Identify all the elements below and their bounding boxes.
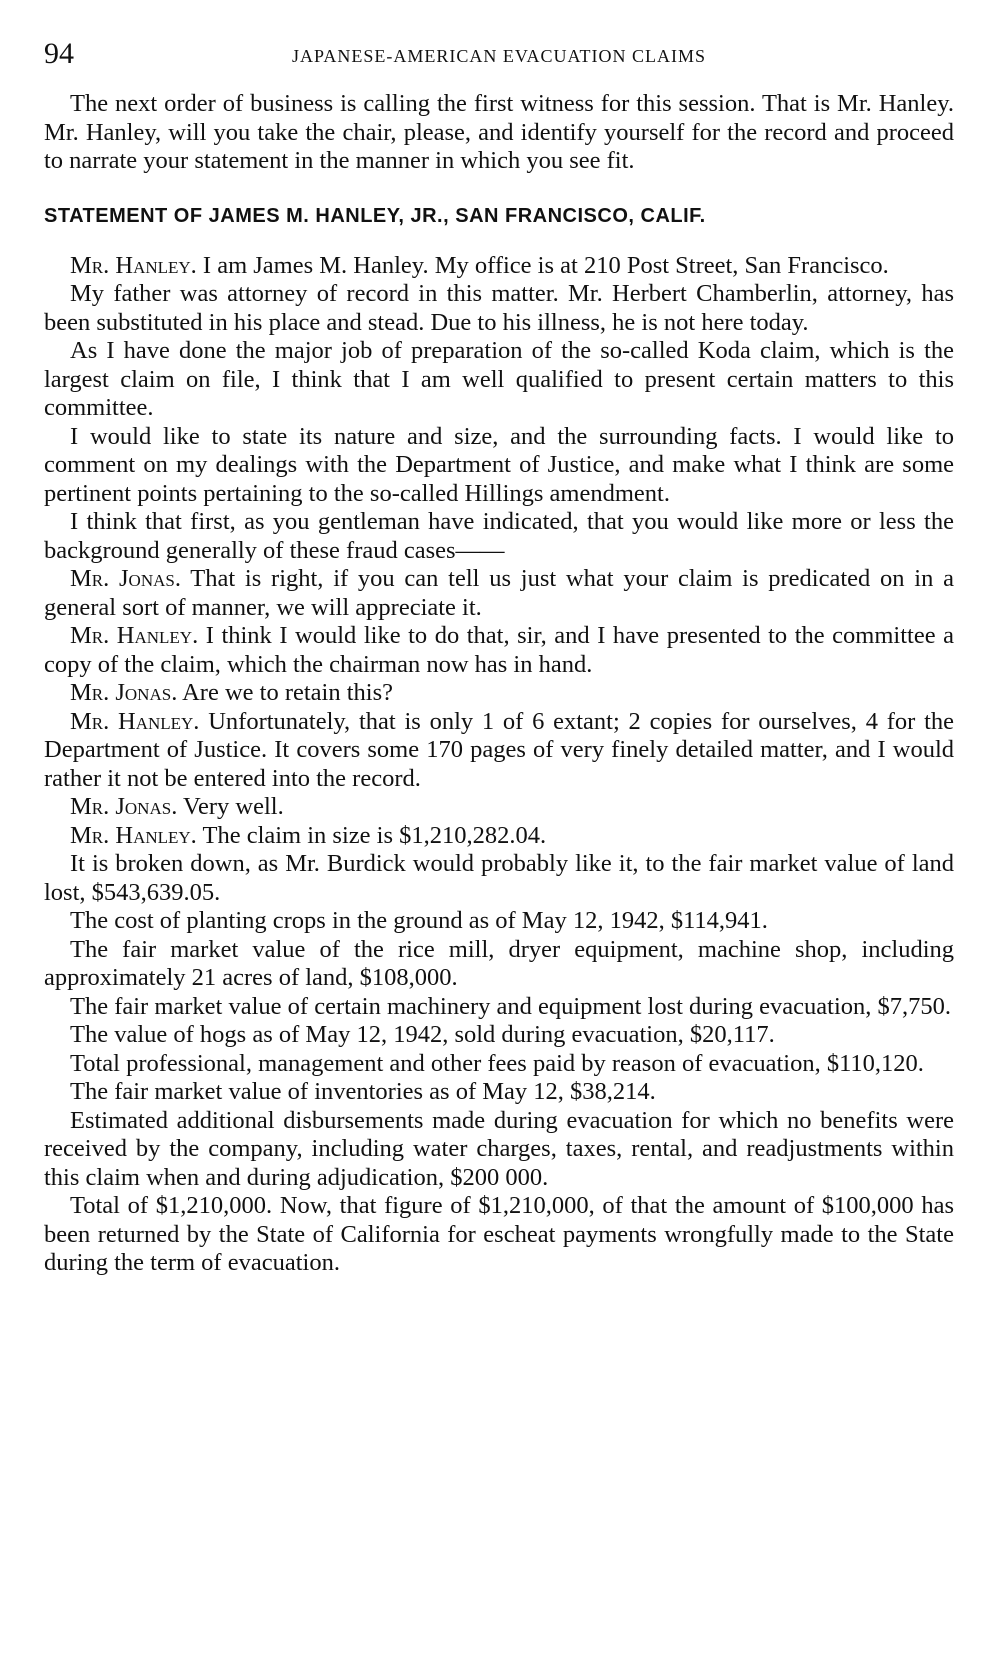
testimony-paragraph	[44, 1021, 954, 1050]
paragraph-text: The claim in size is $1,210,282.04.	[202, 821, 547, 849]
testimony-paragraph	[44, 708, 954, 794]
speaker-name: Mr. Jonas.	[70, 565, 181, 592]
section-heading: STATEMENT OF JAMES M. HANLEY, JR., SAN FRANCISCO, CALIF.	[44, 204, 706, 227]
paragraph-text: The fair market value of the rice mill, dryer equipment, machine shop, including approximately 21 acres of land, $108,000.	[44, 935, 954, 991]
document-page	[44, 36, 954, 1278]
paragraph-text: I think I would like to do that, sir, and I have presented to the committee a copy of the claim, which the chairman now has in hand.	[44, 622, 954, 678]
testimony-paragraph	[44, 850, 954, 907]
paragraph-text: It is broken down, as Mr. Burdick would probably like it, to the fair market value of land lost, $543,639.05.	[44, 850, 954, 906]
paragraph-text: Estimated additional disbursements made during evacuation for which no benefits were received by the company, including water charges, taxes, rental, and readjustments within this claim when and during adjudication, $200 000.	[44, 1106, 954, 1191]
speaker-name: Mr. Jonas.	[70, 679, 178, 706]
paragraph-text: That is right, if you can tell us just what your claim is predicated on in a general sort of manner, we will appreciate it.	[44, 565, 954, 621]
testimony-paragraph	[44, 280, 954, 337]
testimony-paragraph	[44, 936, 954, 993]
running-title: JAPANESE-AMERICAN EVACUATION CLAIMS	[291, 46, 707, 66]
paragraph-text: As I have done the major job of preparation of the so-called Koda claim, which is the largest claim on file, I think that I am well qualified to present certain matters to this committee.	[44, 337, 954, 421]
paragraph-text: The fair market value of inventories as of May 12, $38,214.	[70, 1078, 656, 1105]
testimony-paragraph	[44, 1078, 954, 1107]
intro-paragraph: The next order of business is calling the first witness for this session. That is Mr. Hanley. Mr. Hanley, will you take the chair, please, and identify yourself for the record and proceed to narrate your statement in the manner in which you see fit.	[44, 90, 954, 174]
testimony-paragraph	[44, 679, 954, 708]
paragraph-text: Very well.	[183, 793, 284, 820]
speaker-name: Mr. Jonas.	[70, 793, 178, 820]
testimony-paragraph	[44, 1192, 954, 1278]
paragraph-text: Unfortunately, that is only 1 of 6 extant; 2 copies for ourselves, 4 for the Department of Justice. It covers some 170 pages of very finely detailed matter, and I would rather it not be entered into the record.	[44, 707, 954, 792]
paragraph-text: Total professional, management and other fees paid by reason of evacuation, $110,120.	[70, 1049, 924, 1077]
paragraph-text: The fair market value of certain machinery and equipment lost during evacuation, $7,750.	[70, 992, 952, 1020]
testimony-paragraph	[44, 907, 954, 936]
paragraph-text: Total of $1,210,000. Now, that figure of $1,210,000, of that the amount of $100,000 has been returned by the State of California for escheat payments wrongfully made to the State during the term of evacuation.	[44, 1192, 954, 1276]
paragraph-text: I am James M. Hanley. My office is at 210 Post Street, San Francisco.	[202, 251, 889, 279]
testimony-paragraph	[44, 993, 954, 1022]
testimony-paragraph	[44, 565, 954, 622]
testimony-paragraph	[44, 337, 954, 423]
paragraph-text: I would like to state its nature and size, and the surrounding facts. I would like to comment on my dealings with the Department of Justice, and make what I think are some pertinent points pertaining to the so-called Hillings amendment.	[44, 422, 954, 507]
speaker-name: Mr. Hanley.	[70, 707, 200, 735]
testimony-paragraph	[44, 508, 954, 565]
paragraph-text: The value of hogs as of May 12, 1942, sold during evacuation, $20,117.	[70, 1021, 775, 1048]
testimony-body	[44, 252, 954, 1278]
testimony-paragraph	[44, 793, 954, 822]
testimony-paragraph	[44, 1050, 954, 1079]
testimony-paragraph	[44, 423, 954, 509]
page-number: 94	[44, 37, 74, 70]
testimony-paragraph	[44, 252, 954, 281]
paragraph-text: Are we to retain this?	[182, 679, 394, 706]
testimony-paragraph	[44, 822, 954, 851]
testimony-paragraph	[44, 622, 954, 679]
speaker-name: Mr. Hanley.	[70, 821, 197, 849]
speaker-name: Mr. Hanley.	[70, 251, 197, 279]
paragraph-text: The cost of planting crops in the ground as of May 12, 1942, $114,941.	[70, 907, 768, 934]
paragraph-text: I think that first, as you gentleman have indicated, that you would like more or less the background generally of these fraud cases——	[44, 508, 954, 564]
speaker-name: Mr. Hanley.	[70, 622, 199, 649]
page-header	[44, 36, 954, 76]
paragraph-text: My father was attorney of record in this matter. Mr. Herbert Chamberlin, attorney, has been substituted in his place and stead. Due to his illness, he is not here today.	[44, 280, 954, 336]
testimony-paragraph	[44, 1107, 954, 1193]
